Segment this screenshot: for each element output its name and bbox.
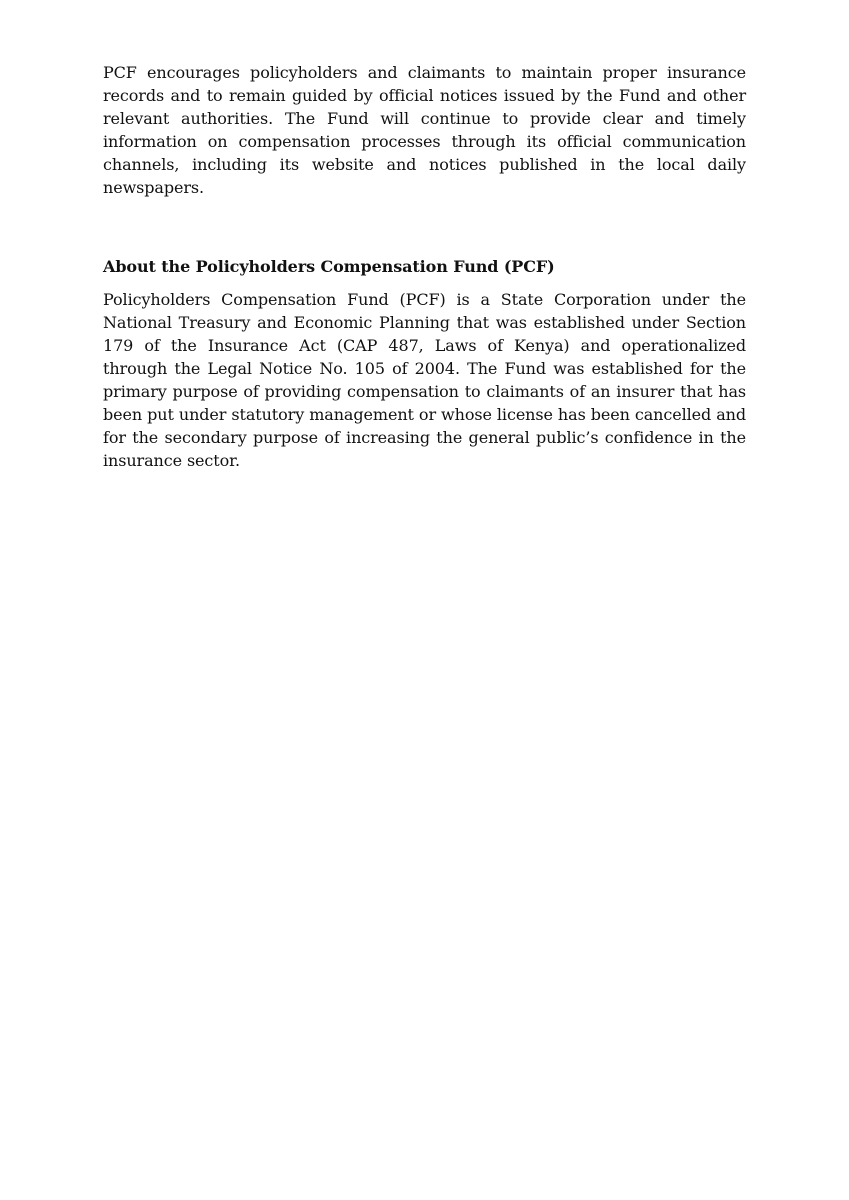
about-paragraph: Policyholders Compensation Fund (PCF) is a State Corporation under the National Treasury and Economic Planning that was established under Section 179 of the Insurance Act (CAP 487, Laws of Kenya) and operationalized through the Legal Notice No. 105 of 2004. The Fund was established for the primary purpose of providing compensation to claimants of an insurer that has been put under statutory management or whose license has been cancelled and for the secondary purpose of increasing the general public’s confidence in the insurance sector. [103,290,746,470]
intro-paragraph: PCF encourages policyholders and claimants to maintain proper insurance records and to remain guided by official notices issued by the Fund and other relevant authorities. The Fund will continue to provide clear and timely information on compensation processes through its official communication channels, including its website and notices published in the local daily newspapers. [103,63,746,197]
section-heading: About the Policyholders Compensation Fund (PCF) [103,257,555,276]
